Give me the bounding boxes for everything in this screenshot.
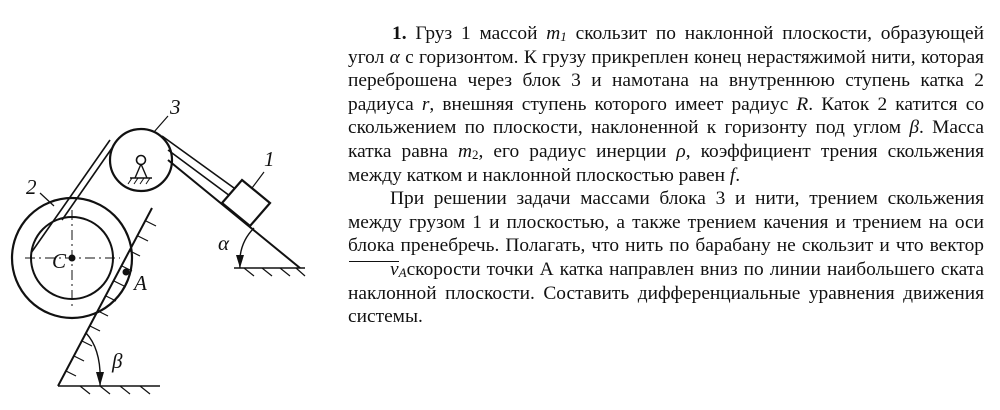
alpha-symbol: α — [389, 46, 400, 68]
incline-alpha — [168, 160, 305, 276]
problem-number: 1. — [392, 23, 407, 44]
label-point-a: A — [134, 271, 147, 295]
p2-text-1: При решении задачи массами блока 3 и нити, трением скольжения между грузом 1 и плоскостью, а также трением качения и трением на оси блока пренебречь. Полагать, что нить по барабану не скользит и что вектор — [348, 188, 984, 257]
friction-f-symbol: f — [729, 164, 736, 186]
threads — [31, 136, 234, 253]
radius-R-symbol: R — [796, 93, 809, 115]
mass-m1-symbol: m — [546, 23, 561, 44]
velocity-vector-symbol: v — [348, 258, 399, 282]
p1-text-3: с горизонтом. К грузу прикреплен конец нерастяжимой нити, которая переброшена через блок 3 и намотана на внутреннюю ступень катка 2 радиуса — [348, 46, 984, 115]
p1-text-1: Груз 1 массой — [406, 23, 547, 44]
incline-alpha-hatching — [244, 268, 305, 276]
label-body1: 1 — [264, 147, 275, 171]
mass-m1-subscript: 1 — [560, 29, 567, 44]
mass-m2-symbol: m — [458, 140, 473, 162]
load-1 — [222, 180, 270, 226]
angle-alpha-arc — [240, 228, 254, 268]
rho-symbol: ρ — [676, 140, 686, 162]
block-3 — [110, 129, 172, 191]
beta-symbol: β — [909, 117, 919, 139]
p1-text-6: . Масса катка равна — [348, 117, 984, 162]
mechanism-figure — [0, 0, 340, 410]
p1-text-5: . Каток 2 катится со скольжением по плоскости, наклоненной к горизонту под углом — [348, 93, 985, 139]
problem-statement — [348, 22, 984, 329]
velocity-subscript: A — [398, 264, 407, 280]
p1-text-9: . — [735, 164, 741, 186]
label-body2: 2 — [26, 175, 37, 199]
radius-r-symbol: r — [421, 93, 430, 115]
label-body3: 3 — [170, 95, 181, 119]
p2-text-2: скорости точки А катка направлен вниз по линии наибольшего ската наклонной плоскости. Составить дифференциальные уравнения движения системы. — [348, 258, 984, 328]
roller-2 — [12, 198, 132, 318]
label-angle-alpha: α — [218, 231, 230, 255]
p1-text-2: скользит по наклонной плоскости, образующей угол — [348, 23, 984, 68]
label-angle-beta: β — [112, 349, 123, 373]
label-point-c: C — [52, 249, 67, 273]
problem-paragraph-1 — [348, 22, 984, 187]
p1-text-4: , внешняя ступень которого имеет радиус — [429, 93, 797, 115]
point-a-marker — [123, 269, 129, 275]
mass-m2-subscript: 2 — [472, 146, 479, 162]
problem-paragraph-2 — [348, 187, 984, 329]
p1-text-8: , коэффициент трения скольжения между катком и наклонной плоскостью равен — [348, 140, 985, 186]
p1-text-7: , его радиус инерции — [478, 140, 677, 162]
incline-beta — [58, 208, 160, 394]
